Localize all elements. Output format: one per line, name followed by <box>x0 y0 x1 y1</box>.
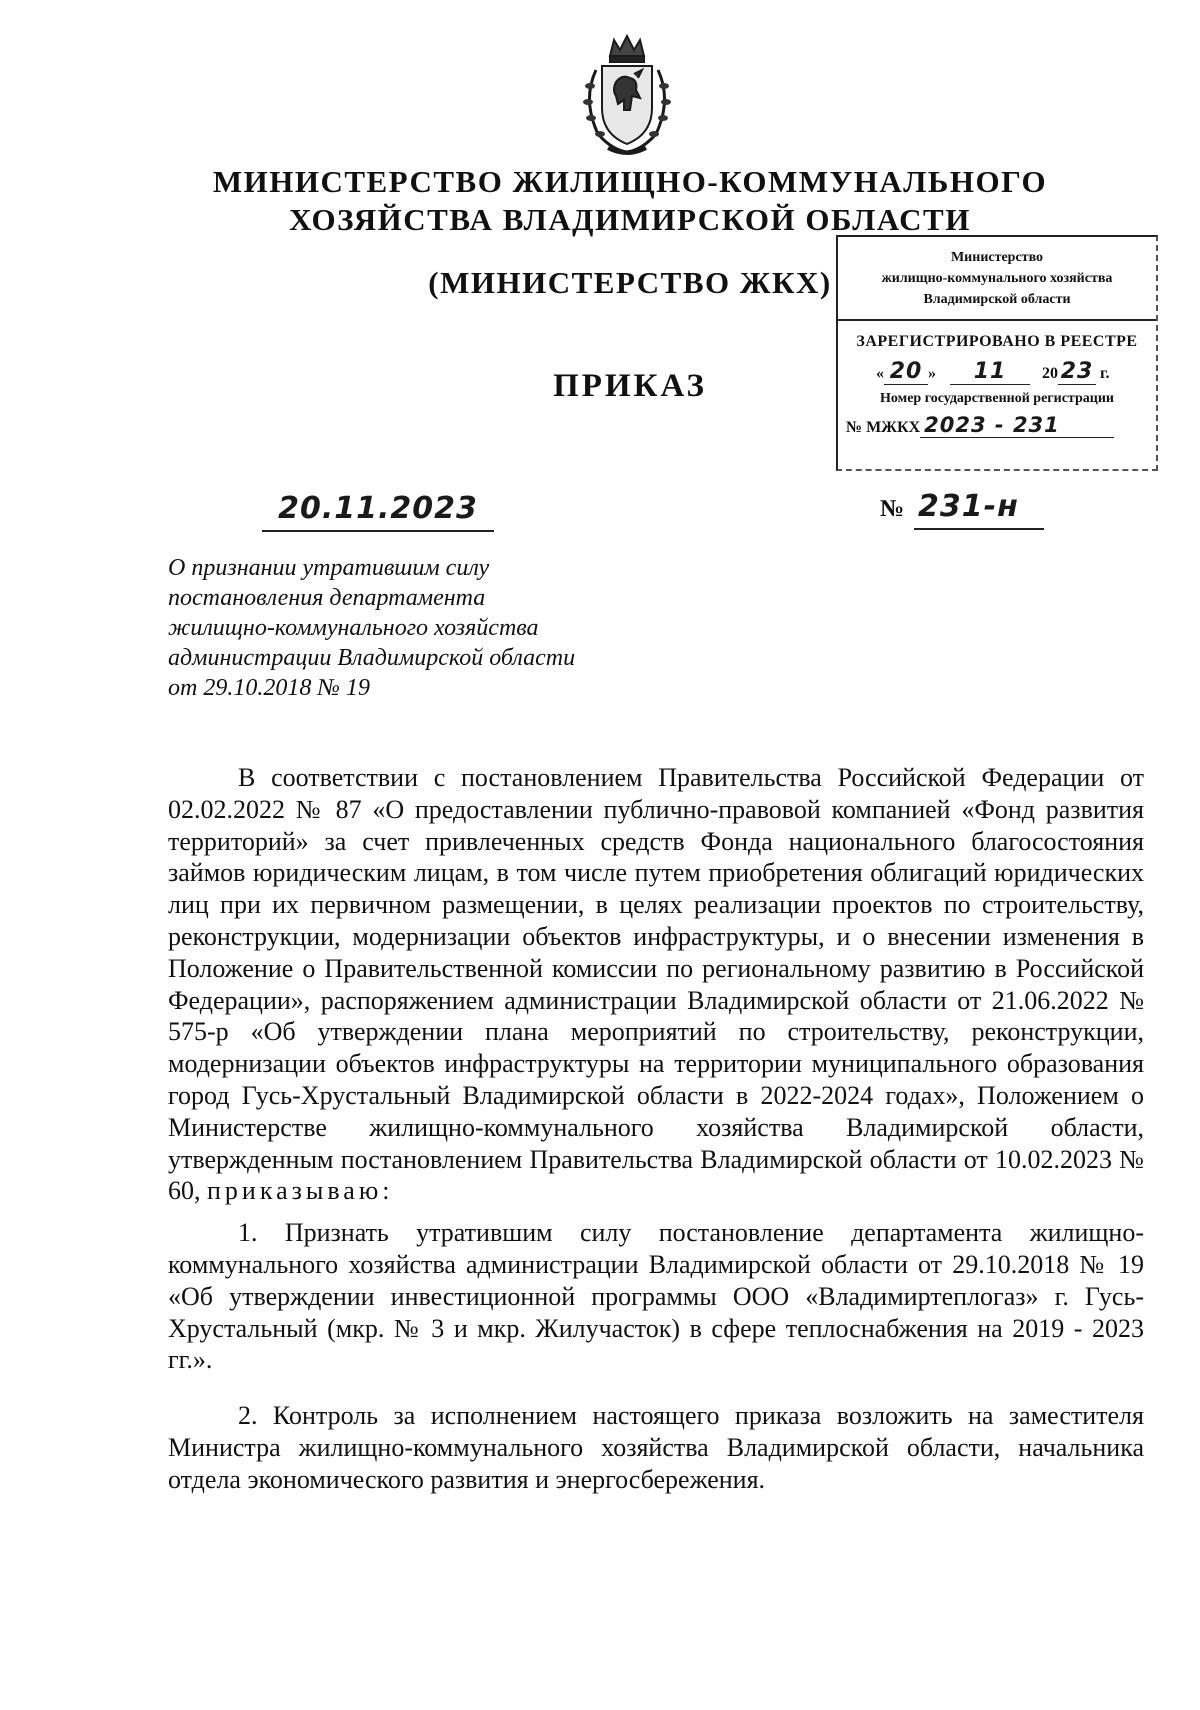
stamp-org-line2: жилищно-коммунального хозяйства <box>881 271 1113 286</box>
document-date: 20.11.2023 <box>262 490 494 532</box>
stamp-organization <box>838 247 1156 310</box>
stamp-registration-date: « 20 » 11 20 23 г. <box>876 359 1110 384</box>
registration-stamp <box>836 235 1158 471</box>
subject-line-3: жилищно-коммунального хозяйства <box>168 615 539 641</box>
body-preamble <box>168 762 1144 1207</box>
document-body <box>168 762 1144 1496</box>
body-item-2: 2. Контроль за исполнением настоящего приказа возложить на заместителя Министра жилищно-коммунального хозяйства Владимирской области, начальника отдела экономического развития и энергосбережения. <box>168 1401 1144 1494</box>
stamp-regnum-prefix: № МЖКХ <box>846 419 921 436</box>
stamp-registered-label: ЗАРЕГИСТРИРОВАНО В РЕЕСТРЕ <box>856 333 1138 350</box>
ministry-title-line2: ХОЗЯЙСТВА ВЛАДИМИРСКОЙ ОБЛАСТИ <box>289 202 971 237</box>
order-word: приказываю: <box>207 1176 394 1206</box>
stamp-date-year-unit: г. <box>1100 365 1110 382</box>
stamp-regnum <box>838 413 1156 438</box>
subject-line-1: О признании утратившим силу <box>168 555 490 581</box>
subject-line-5: от 29.10.2018 № 19 <box>168 675 370 701</box>
coat-of-arms-icon <box>572 30 682 160</box>
stamp-date-day: 20 <box>884 359 928 385</box>
document-subject <box>168 553 668 703</box>
subject-line-2: постановления департамента <box>168 585 486 611</box>
ministry-short-name: (МИНИСТЕРСТВО ЖКХ) <box>428 265 832 300</box>
stamp-regnum-value: 2023 - 231 <box>920 413 1114 438</box>
stamp-org-line3: Владимирской области <box>923 292 1071 307</box>
stamp-divider <box>838 319 1156 321</box>
document-number-label: № <box>880 496 905 522</box>
preamble-text: В соответствии с постановлением Правительства Российской Федерации от 02.02.2022 № 87 «О предоставлении публично-правовой компанией «Фонд развития территорий» за счет привлеченных средств Фонда национального благосостояния займов юридическим лицам, в том числе путем приобретения облигаций юридических лиц при их первичном размещении, в целях реализации проектов по строительству, реконструкции, модернизации объектов инфраструктуры, и о внесении изменения в Положение о Правительственной комиссии по региональному развитию в Российской Федерации», распоряжением администрации Владимирской области от 21.06.2022 № 575-р «Об утверждении плана мероприятий по строительству, реконструкции, модернизации объектов инфраструктуры на территории муниципального образования город Гусь-Хрустальный Владимирской области в 2022-2024 годах», Положением о Министерстве жилищно-коммунального хозяйства Владимирской области, утвержденным постановлением Правительства Владимирской области от 10.02.2023 № 60, <box>168 763 1144 1206</box>
ministry-title <box>200 163 1060 239</box>
stamp-regnum-label: Номер государственной регистрации <box>880 391 1114 406</box>
stamp-date-year-prefix: 20 <box>1042 365 1058 382</box>
subject-line-4: администрации Владимирской области <box>168 645 576 671</box>
body-item-1: 1. Признать утратившим силу постановление департамента жилищно-коммунального хозяйства администрации Владимирской области от 29.10.2018 № 19 «Об утверждении инвестиционной программы ООО «Владимиртеплогаз» г. Гусь-Хрустальный (мкр. № 3 и мкр. Жилучасток) в сфере теплоснабжения на 2019 - 2023 гг.». <box>168 1218 1144 1375</box>
ministry-title-line1: МИНИСТЕРСТВО ЖИЛИЩНО-КОММУНАЛЬНОГО <box>212 164 1048 199</box>
stamp-org-line1: Министерство <box>950 250 1044 265</box>
stamp-date-year-suffix: 23 <box>1058 359 1096 385</box>
document-number: 231-н <box>914 488 1044 530</box>
document-type: ПРИКАЗ <box>553 368 707 404</box>
stamp-date-month: 11 <box>950 359 1030 385</box>
